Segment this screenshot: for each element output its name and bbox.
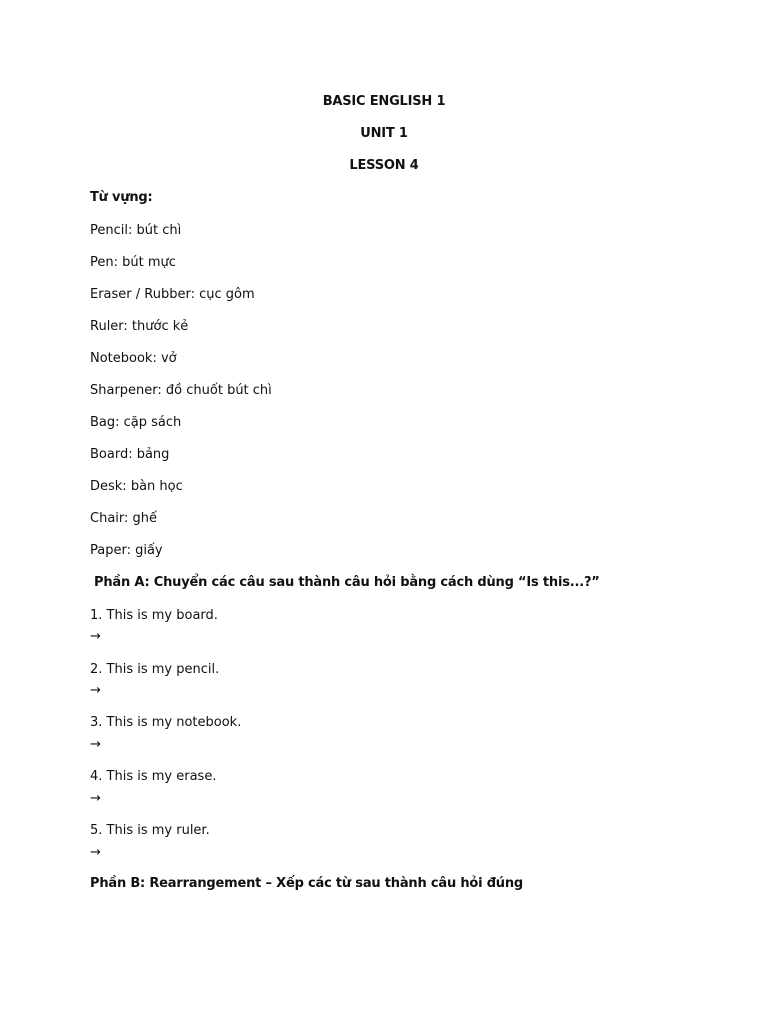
vocab-item: Bag: cặp sách — [90, 415, 182, 430]
part-a-sentence: 1. This is my board. — [90, 608, 218, 623]
answer-arrow-icon: → — [90, 845, 101, 860]
vocab-item: Ruler: thước kẻ — [90, 319, 189, 334]
vocab-item: Pen: bút mực — [90, 255, 176, 270]
vocab-item: Desk: bàn học — [90, 479, 183, 494]
vocab-item: Eraser / Rubber: cục gôm — [90, 287, 255, 302]
vocabulary-heading: Từ vựng: — [90, 190, 153, 205]
vocab-item: Sharpener: đồ chuốt bút chì — [90, 383, 272, 398]
part-a-sentence: 3. This is my notebook. — [90, 715, 242, 730]
vocab-item: Board: bảng — [90, 447, 170, 462]
vocab-item: Notebook: vở — [90, 351, 177, 366]
part-a-sentence: 5. This is my ruler. — [90, 823, 210, 838]
answer-arrow-icon: → — [90, 737, 101, 752]
course-title: BASIC ENGLISH 1 — [322, 94, 446, 109]
vocab-item: Chair: ghế — [90, 511, 158, 526]
answer-arrow-icon: → — [90, 629, 101, 644]
answer-arrow-icon: → — [90, 791, 101, 806]
part-b-heading: Phần B: Rearrangement – Xếp các từ sau thành câu hỏi đúng — [90, 876, 524, 891]
part-a-sentence: 2. This is my pencil. — [90, 662, 220, 677]
vocab-item: Paper: giấy — [90, 543, 163, 558]
vocab-item: Pencil: bút chì — [90, 223, 182, 238]
unit-title: UNIT 1 — [360, 126, 408, 141]
part-a-sentence: 4. This is my erase. — [90, 769, 217, 784]
answer-arrow-icon: → — [90, 683, 101, 698]
part-a-heading: Phần A: Chuyển các câu sau thành câu hỏi bằng cách dùng “Is this...?” — [94, 575, 600, 590]
lesson-title: LESSON 4 — [349, 158, 419, 173]
